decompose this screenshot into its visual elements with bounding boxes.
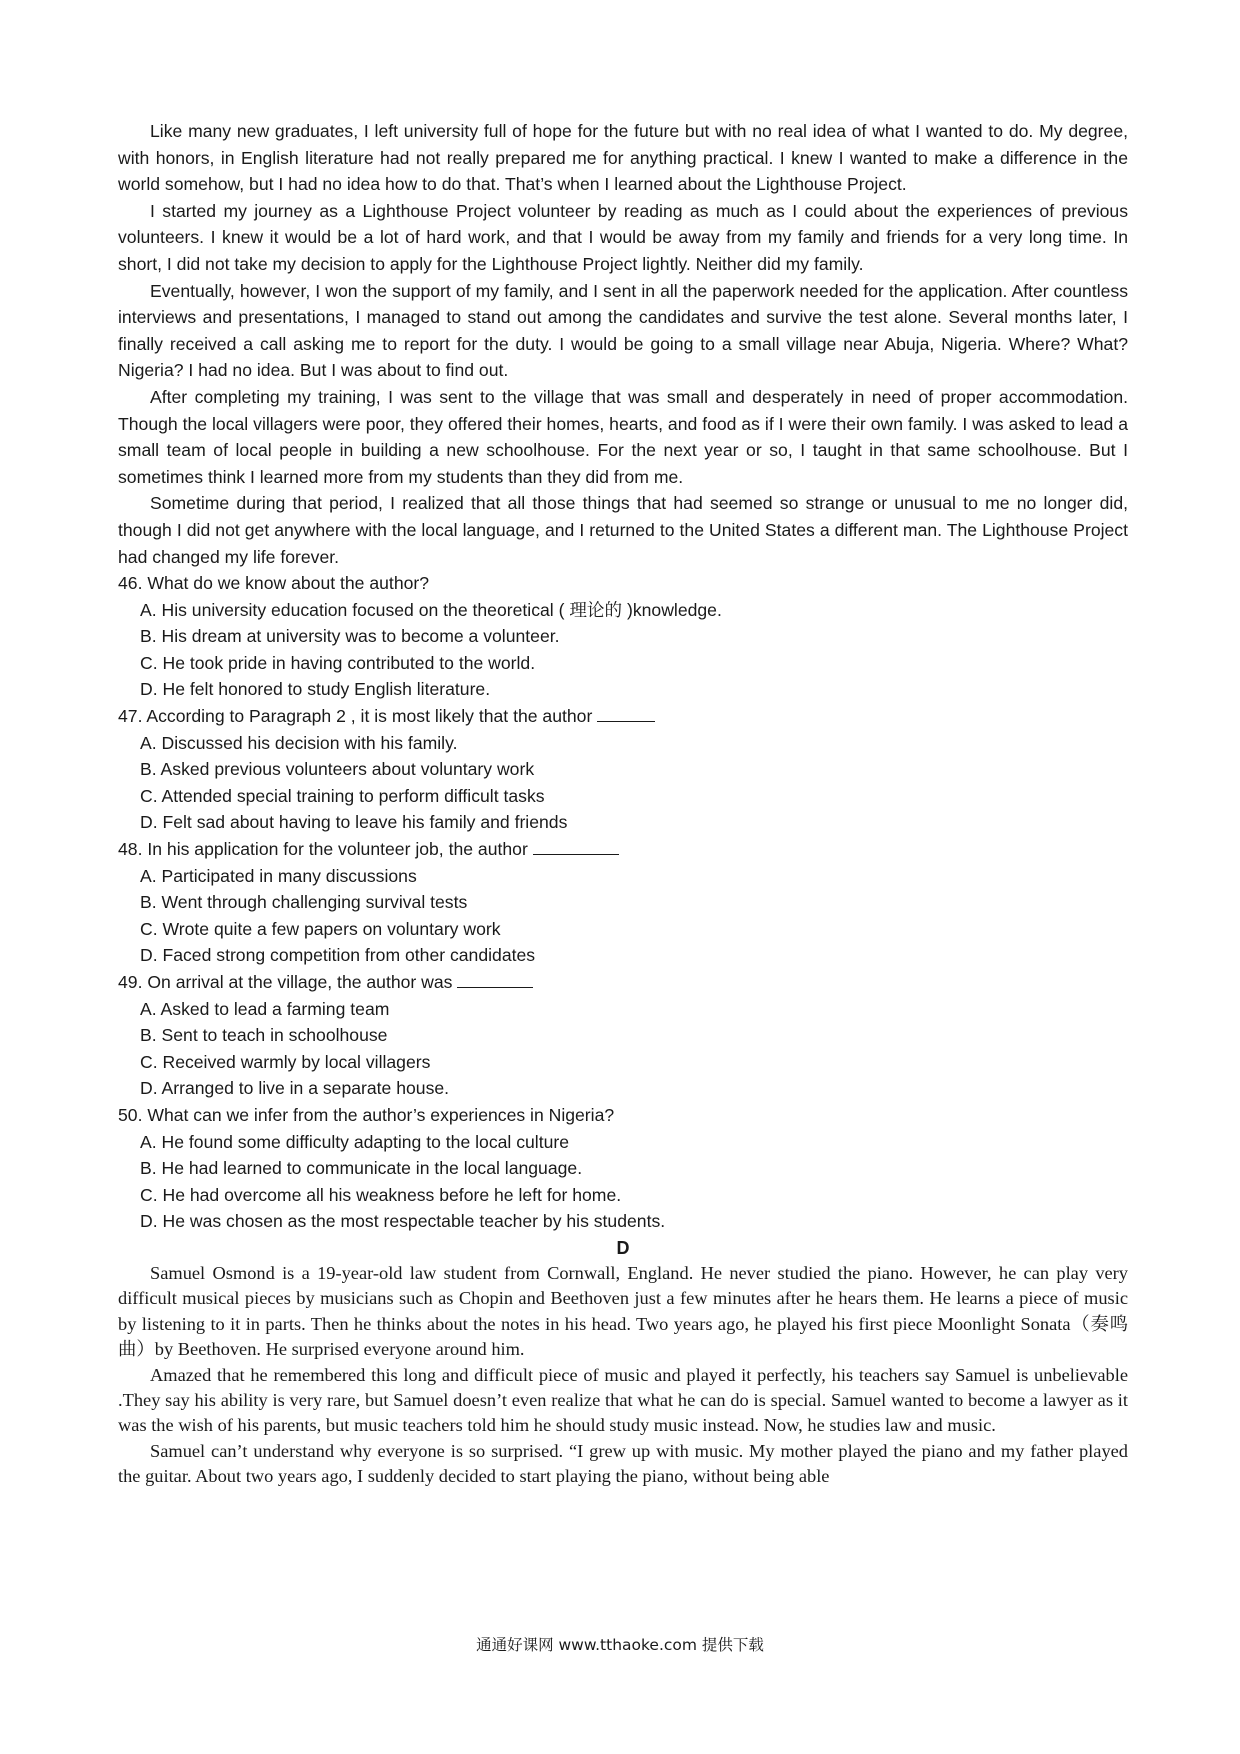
question-stem-row	[118, 836, 1128, 863]
option-c: C. He had overcome all his weakness before he left for home.	[140, 1184, 622, 1205]
question-49	[118, 969, 1128, 1102]
passage-d	[118, 1261, 1128, 1490]
option-c: C. He took pride in having contributed to the world.	[140, 652, 536, 673]
answer-blank	[533, 839, 619, 855]
answer-blank	[597, 706, 655, 722]
page-footer: 通通好课网 www.tthaoke.com 提供下载	[476, 1636, 764, 1654]
option-b: B. Asked previous volunteers about voluntary work	[140, 759, 535, 780]
option-c: C. Received warmly by local villagers	[140, 1051, 431, 1072]
option-b: B. He had learned to communicate in the local language.	[140, 1158, 583, 1179]
question-stem: 47. According to Paragraph 2 , it is most likely that the author	[118, 706, 593, 727]
question-stem: 48. In his application for the volunteer job, the author	[118, 839, 528, 860]
option-b: B. Went through challenging survival tests	[140, 892, 468, 913]
question-50	[118, 1102, 1128, 1235]
option-a: A. He found some difficulty adapting to the local culture	[140, 1131, 570, 1152]
passage-d-paragraph-2: Amazed that he remembered this long and difficult piece of music and played it perfectly, his teachers say Samuel is unbelievable .They say his ability is very rare, but Samuel doesn’t even realize that what he can do is special. Samuel wanted to become a lawyer as it was the wish of his parents, but music teachers told him he should study music instead. Now, he studies law and music.	[118, 1364, 1128, 1436]
question-stem-row	[118, 703, 1128, 730]
option-d: D. He felt honored to study English literature.	[140, 679, 491, 700]
option-c: C. Wrote quite a few papers on voluntary work	[140, 918, 501, 939]
option-a: A. Participated in many discussions	[140, 865, 417, 886]
passage-paragraph-5: Sometime during that period, I realized that all those things that had seemed so strange or unusual to me no longer did, though I did not get anywhere with the local language, and I returned to the United States a different man. The Lighthouse Project had changed my life forever.	[118, 493, 1128, 567]
option-a: A. Discussed his decision with his family.	[140, 732, 458, 753]
question-stem: 50. What can we infer from the author’s experiences in Nigeria?	[118, 1104, 615, 1125]
question-list	[118, 570, 1128, 1235]
question-stem: 49. On arrival at the village, the author was	[118, 972, 453, 992]
exam-page	[118, 118, 1128, 1490]
option-a: A. His university education focused on the theoretical ( 理论的 )knowledge.	[140, 599, 722, 620]
option-b: B. Sent to teach in schoolhouse	[140, 1025, 388, 1046]
option-d: D. Faced strong competition from other candidates	[140, 945, 536, 966]
option-c: C. Attended special training to perform difficult tasks	[140, 785, 545, 806]
answer-blank	[457, 972, 533, 988]
option-d: D. Felt sad about having to leave his family and friends	[140, 812, 568, 833]
question-46	[118, 570, 1128, 703]
passage-paragraph-1: Like many new graduates, I left university full of hope for the future but with no real idea of what I wanted to do. My degree, with honors, in English literature had not really prepared me for anything practical. I knew I wanted to make a difference in the world somehow, but I had no idea how to do that. That’s when I learned about the Lighthouse Project.	[118, 121, 1128, 195]
question-stem-row	[118, 969, 1128, 996]
passage-paragraph-4: After completing my training, I was sent to the village that was small and desperately in need of proper accommodation. Though the local villagers were poor, they offered their homes, hearts, and food as if I were their own family. I was asked to lead a small team of local people in building a new schoolhouse. For the next year or so, I taught in that same schoolhouse. But I sometimes think I learned more from my students than they did from me.	[118, 386, 1128, 487]
question-stem: 46. What do we know about the author?	[118, 573, 430, 594]
passage-paragraph-2: I started my journey as a Lighthouse Project volunteer by reading as much as I could about the experiences of previous volunteers. I knew it would be a lot of hard work, and that I would be away from my family and friends for a very long time. In short, I did not take my decision to apply for the Lighthouse Project lightly. Neither did my family.	[118, 200, 1128, 274]
passage-d-paragraph-1: Samuel Osmond is a 19-year-old law student from Cornwall, England. He never studied the piano. However, he can play very difficult musical pieces by musicians such as Chopin and Beethoven just a few minutes after he hears them. He learns a piece of music by listening to it in parts. Then he thinks about the notes in his head. Two years ago, he played his first piece Moonlight Sonata（奏鸣曲）by Beethoven. He surprised everyone around him.	[118, 1262, 1128, 1360]
option-d: D. He was chosen as the most respectable teacher by his students.	[140, 1211, 666, 1232]
passage-paragraph-3: Eventually, however, I won the support of my family, and I sent in all the paperwork needed for the application. After countless interviews and presentations, I managed to stand out among the candidates and survive the test alone. Several months later, I finally received a call asking me to report for the duty. I would be going to a small village near Abuja, Nigeria. Where? What? Nigeria? I had no idea. But I was about to find out.	[118, 280, 1128, 381]
option-d: D. Arranged to live in a separate house.	[140, 1078, 450, 1099]
passage-d-paragraph-3: Samuel can’t understand why everyone is so surprised. “I grew up with music. My mother played the piano and my father played the guitar. About two years ago, I suddenly decided to start playing the piano, without being able	[118, 1440, 1128, 1487]
option-a: A. Asked to lead a farming team	[140, 998, 390, 1019]
passage-c	[118, 118, 1128, 570]
question-47	[118, 703, 1128, 836]
question-48	[118, 836, 1128, 969]
option-b: B. His dream at university was to become a volunteer.	[140, 626, 560, 647]
section-heading-d: D	[616, 1237, 630, 1258]
